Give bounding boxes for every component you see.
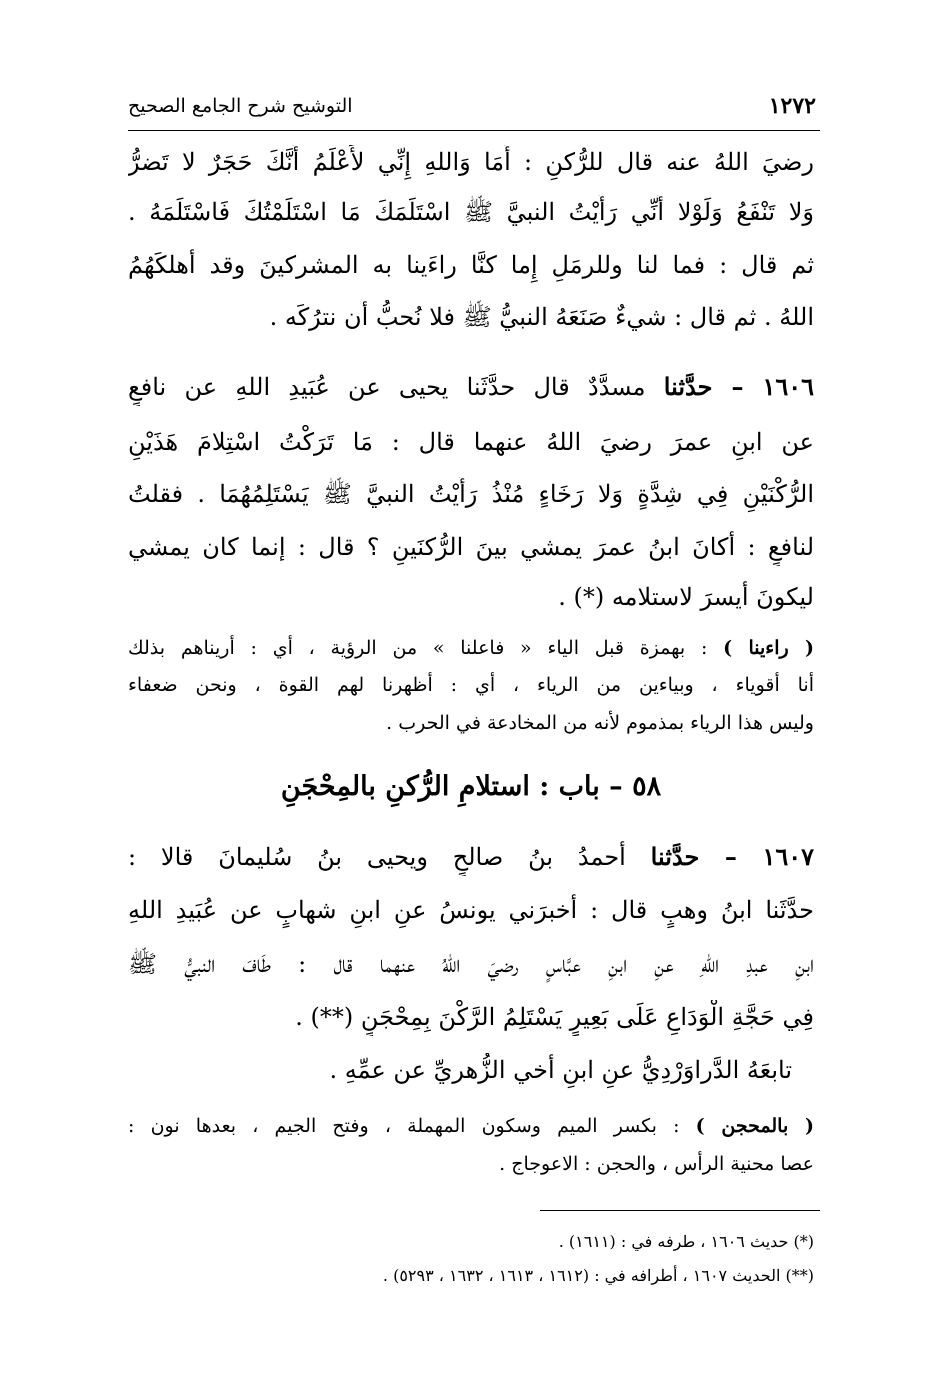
commentary-line: أنا أقوياء ، وبياءين من الرياء ، أي : أظهرنا لهم القوة ، ونحن ضعفاء bbox=[128, 674, 814, 696]
text-line: ابنِ عبدِ اللهِ عنِ ابنِ عبَّاسٍ رضيَ اللهُ عنهما قال : طَافَ النبيُّ ﷺ bbox=[128, 950, 814, 978]
text-line: الرُّكْنَيْنِ فِي شِدَّةٍ وَلا رَخَاءٍ مُنْذُ رَأَيْتُ النبيَّ ﷺ يَسْتَلِمُهُمَا . فقلتُ bbox=[128, 480, 814, 508]
text-line: اللهُ . ثم قال : شيءٌ صَنَعَهُ النبيُّ ﷺ فلا نُحبُّ أن نترُكَه . bbox=[269, 303, 814, 331]
footnote-divider bbox=[540, 1210, 820, 1211]
text-line: وَلا تَنْفَعُ وَلَوْلا أَنِّي رَأَيْتُ النبيَّ ﷺ اسْتَلَمَكَ مَا اسْتَلَمْتُكَ فَاسْتَلَمَهُ . bbox=[128, 198, 814, 226]
commentary-keyword: ( راءينا ) bbox=[723, 637, 814, 659]
hadith-number: ١٦٠٦ – bbox=[712, 372, 814, 401]
page-number: ١٢٧٢ bbox=[768, 93, 816, 119]
text-line: ثم قال : فما لنا وللرمَلِ إِما كنَّا راءَينا به المشركينَ وقد أهلكَهُمُ bbox=[128, 251, 814, 279]
hadith-1607-heading-line bbox=[128, 840, 814, 876]
hadith-number: ١٦٠٧ – bbox=[699, 842, 814, 871]
text-segment: أحمدُ بنُ صالحٍ ويحيى بنُ سُليمانَ قالا : bbox=[128, 843, 651, 871]
commentary-heading-line bbox=[128, 634, 814, 664]
text-line: فِي حَجَّةِ الْوَدَاعِ عَلَى بَعِيرٍ يَسْتَلِمُ الرَّكْنَ بِمِحْجَنٍ (**) . bbox=[295, 1003, 814, 1031]
chapter-heading: ٥٨ – باب : استلامِ الرُّكنِ بالمِحْجَنِ bbox=[280, 771, 662, 802]
text-line: لنافعٍ : أكانَ ابنُ عمرَ يمشي بينَ الرُّكنَينِ ؟ قال : إنما كان يمشي bbox=[128, 533, 814, 561]
text-segment: : بهمزة قبل الياء « فاعلنا » من الرؤية ، أي : أريناهم بذلك bbox=[128, 637, 724, 659]
footnote: (**) الحديث ١٦٠٧ ، أطرافه في : (١٦١٢ ، ١٦١٣ ، ١٦٣٢ ، ٥٢٩٣) . bbox=[382, 1266, 814, 1285]
mutaba-line: تابعَهُ الدَّراوَرْدِيُّ عنِ ابنِ أخي الزُّهريِّ عن عمِّهِ . bbox=[329, 1056, 792, 1084]
footnote: (*) حديث ١٦٠٦ ، طرفه في : (١٦١١) . bbox=[558, 1232, 814, 1251]
commentary-keyword: ( بالمحجن ) bbox=[695, 1115, 814, 1137]
running-header-title: التوشيح شرح الجامع الصحيح bbox=[128, 95, 353, 117]
text-line: ليكونَ أيسرَ لاستلامه (*) . bbox=[558, 583, 814, 611]
text-line: حدَّثَنا ابنُ وهبٍ قال : أخبرَني يونسُ عنِ ابنِ شهابٍ عن عُبَيدِ اللهِ bbox=[128, 896, 814, 924]
commentary-line: عصا محنية الرأس ، والحجن : الاعوجاج . bbox=[499, 1153, 814, 1175]
text-line: عن ابنِ عمرَ رضيَ اللهُ عنهما قال : مَا تَرَكْتُ اسْتِلامَ هَذَيْنِ bbox=[128, 428, 814, 456]
narration-keyword: حدَّثنا bbox=[650, 842, 700, 871]
commentary-line: وليس هذا الرياء بمذموم لأنه من المخادعة في الحرب . bbox=[386, 712, 814, 734]
narration-keyword: حدَّثنا bbox=[663, 372, 713, 401]
text-segment: مسدَّدٌ قال حدَّثَنا يحيى عن عُبَيدِ اللهِ عن نافعٍ bbox=[128, 373, 664, 401]
hadith-1606-heading-line bbox=[128, 370, 814, 406]
text-line: رضيَ اللهُ عنه قال للرُّكنِ : أَمَا وَاللهِ إِنِّي لأَعْلَمُ أَنَّكَ حَجَرٌ لا تَضرُّ bbox=[128, 148, 814, 176]
commentary-heading-line bbox=[128, 1112, 814, 1142]
header-divider bbox=[128, 130, 820, 131]
text-segment: : بكسر الميم وسكون المهملة ، وفتح الجيم ، بعدها نون : bbox=[128, 1115, 696, 1137]
